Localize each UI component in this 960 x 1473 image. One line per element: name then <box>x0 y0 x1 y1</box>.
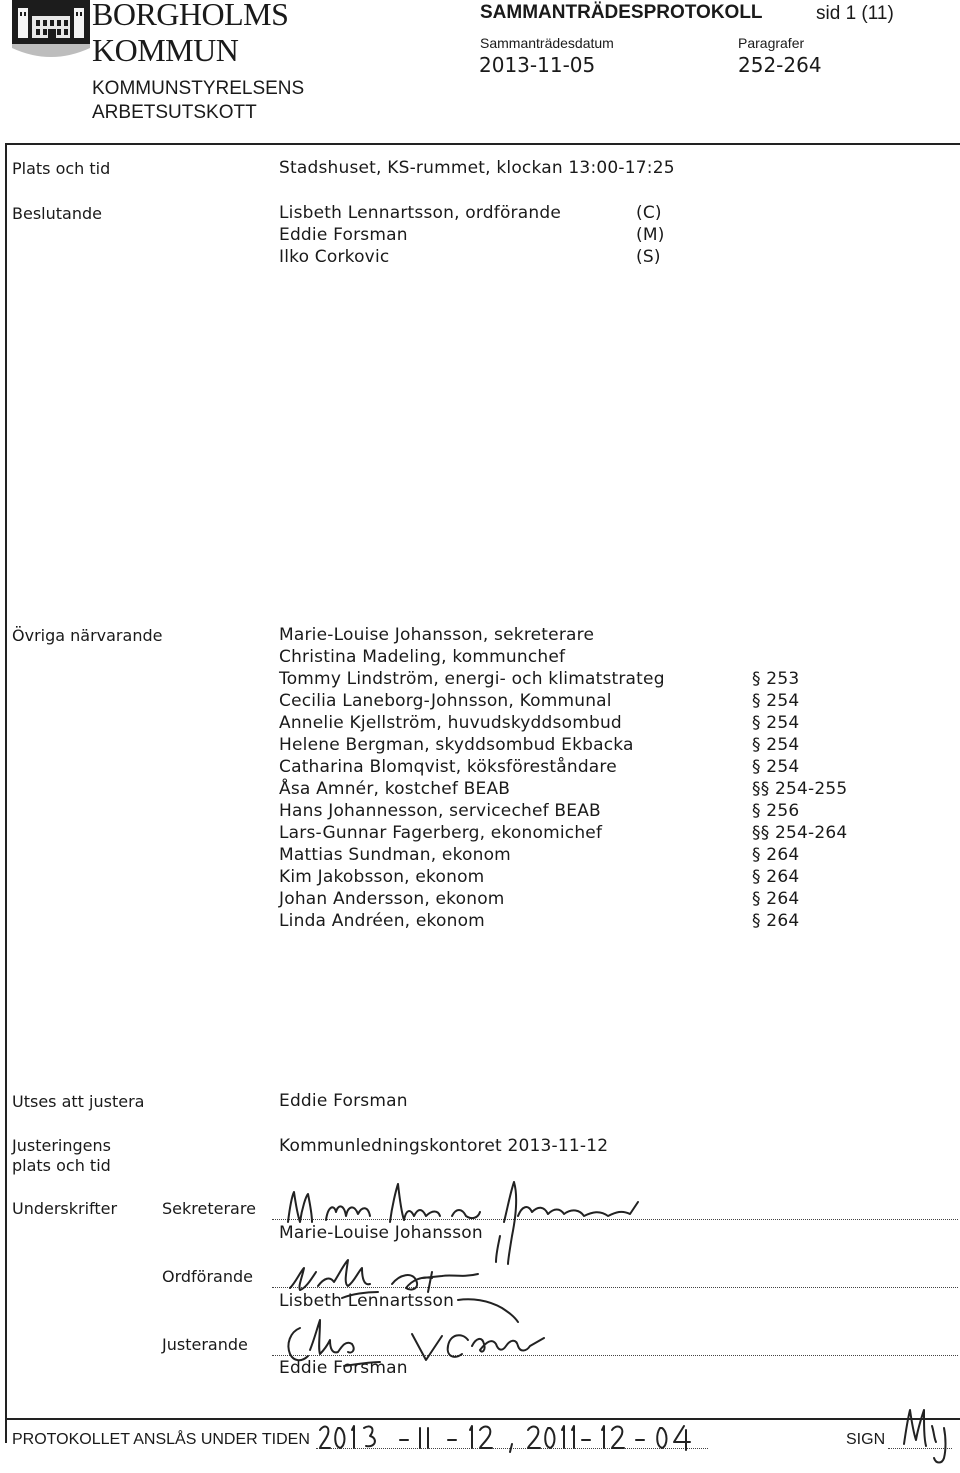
signer-name-chair: Lisbeth Lennartsson <box>279 1291 455 1311</box>
handwritten-signature-adjuster <box>282 1310 602 1380</box>
attendee-name: Linda Andréen, ekonom <box>279 911 485 931</box>
decision-maker-name: Ilko Corkovic <box>279 247 390 267</box>
attendee-name: Johan Andersson, ekonom <box>279 889 505 909</box>
header-divider <box>5 143 960 145</box>
attendee-name: Mattias Sundman, ekonom <box>279 845 511 865</box>
attendee-name: Tommy Lindström, energi- och klimatstrateg <box>279 669 665 689</box>
meeting-date-value: 2013-11-05 <box>479 53 596 77</box>
org-name-line1: BORGHOLMS <box>92 0 289 32</box>
signature-role-secretary: Sekreterare <box>162 1199 256 1218</box>
page-number: sid 1 (11) <box>816 3 894 24</box>
municipality-logo <box>12 0 90 62</box>
document-title: SAMMANTRÄDESPROTOKOLL <box>480 2 763 23</box>
decision-maker-party: (C) <box>636 203 662 223</box>
attendee-name: Åsa Amnér, kostchef BEAB <box>279 779 511 799</box>
attendee-paragraph: § 254 <box>752 691 800 711</box>
place-label: Plats och tid <box>12 159 111 178</box>
attendee-name: Marie-Louise Johansson, sekreterare <box>279 625 595 645</box>
adjust-place-label-line2: plats och tid <box>12 1156 111 1175</box>
decision-maker-party: (S) <box>636 247 661 267</box>
dept-name-line2: ARBETSUTSKOTT <box>92 102 257 123</box>
attendee-paragraph: §§ 254-264 <box>752 823 848 843</box>
attendee-paragraph: § 264 <box>752 911 800 931</box>
decision-maker-party: (M) <box>636 225 665 245</box>
signatures-label: Underskrifter <box>12 1199 118 1218</box>
attendee-paragraph: § 256 <box>752 801 800 821</box>
sign-label: SIGN <box>846 1431 886 1448</box>
others-present-label: Övriga närvarande <box>12 626 163 645</box>
adjuster-label: Utses att justera <box>12 1092 145 1111</box>
signer-name-adjuster: Eddie Forsman <box>279 1358 408 1378</box>
attendee-paragraph: § 254 <box>752 713 800 733</box>
attendee-name: Christina Madeling, kommunchef <box>279 647 566 667</box>
attendee-paragraph: §§ 254-255 <box>752 779 848 799</box>
handwritten-posting-dates <box>316 1420 716 1456</box>
signature-role-adjuster: Justerande <box>162 1335 248 1354</box>
handwritten-initials <box>900 1400 956 1470</box>
adjust-place-value: Kommunledningskontoret 2013-11-12 <box>279 1136 609 1156</box>
decision-makers-label: Beslutande <box>12 204 102 223</box>
decision-maker-name: Lisbeth Lennartsson, ordförande <box>279 203 561 223</box>
attendee-paragraph: § 264 <box>752 867 800 887</box>
attendee-name: Helene Bergman, skyddsombud Ekbacka <box>279 735 634 755</box>
attendee-paragraph: § 254 <box>752 757 800 777</box>
attendee-name: Kim Jakobsson, ekonom <box>279 867 485 887</box>
signature-role-chair: Ordförande <box>162 1267 253 1286</box>
adjuster-value: Eddie Forsman <box>279 1091 408 1111</box>
decision-maker-name: Eddie Forsman <box>279 225 408 245</box>
paragraphs-label: Paragrafer <box>738 35 805 51</box>
dept-name-line1: KOMMUNSTYRELSENS <box>92 78 305 99</box>
attendee-paragraph: § 253 <box>752 669 800 689</box>
place-value: Stadshuset, KS-rummet, klockan 13:00-17:25 <box>279 158 675 178</box>
signer-name-secretary: Marie-Louise Johansson <box>279 1223 483 1243</box>
left-margin-line <box>5 143 7 1443</box>
attendee-paragraph: § 264 <box>752 889 800 909</box>
attendee-name: Lars-Gunnar Fagerberg, ekonomichef <box>279 823 603 843</box>
attendee-paragraph: § 264 <box>752 845 800 865</box>
attendee-name: Catharina Blomqvist, köksföreståndare <box>279 757 617 777</box>
attendee-paragraph: § 254 <box>752 735 800 755</box>
meeting-date-label: Sammanträdesdatum <box>480 35 614 51</box>
attendee-name: Annelie Kjellström, huvudskyddsombud <box>279 713 622 733</box>
adjust-place-label-line1: Justeringens <box>12 1136 111 1155</box>
attendee-name: Cecilia Laneborg-Johnsson, Kommunal <box>279 691 612 711</box>
posting-period-label: PROTOKOLLET ANSLÅS UNDER TIDEN <box>12 1431 310 1448</box>
org-name-line2: KOMMUN <box>92 32 239 68</box>
attendee-name: Hans Johannesson, servicechef BEAB <box>279 801 601 821</box>
paragraphs-value: 252-264 <box>738 53 822 77</box>
